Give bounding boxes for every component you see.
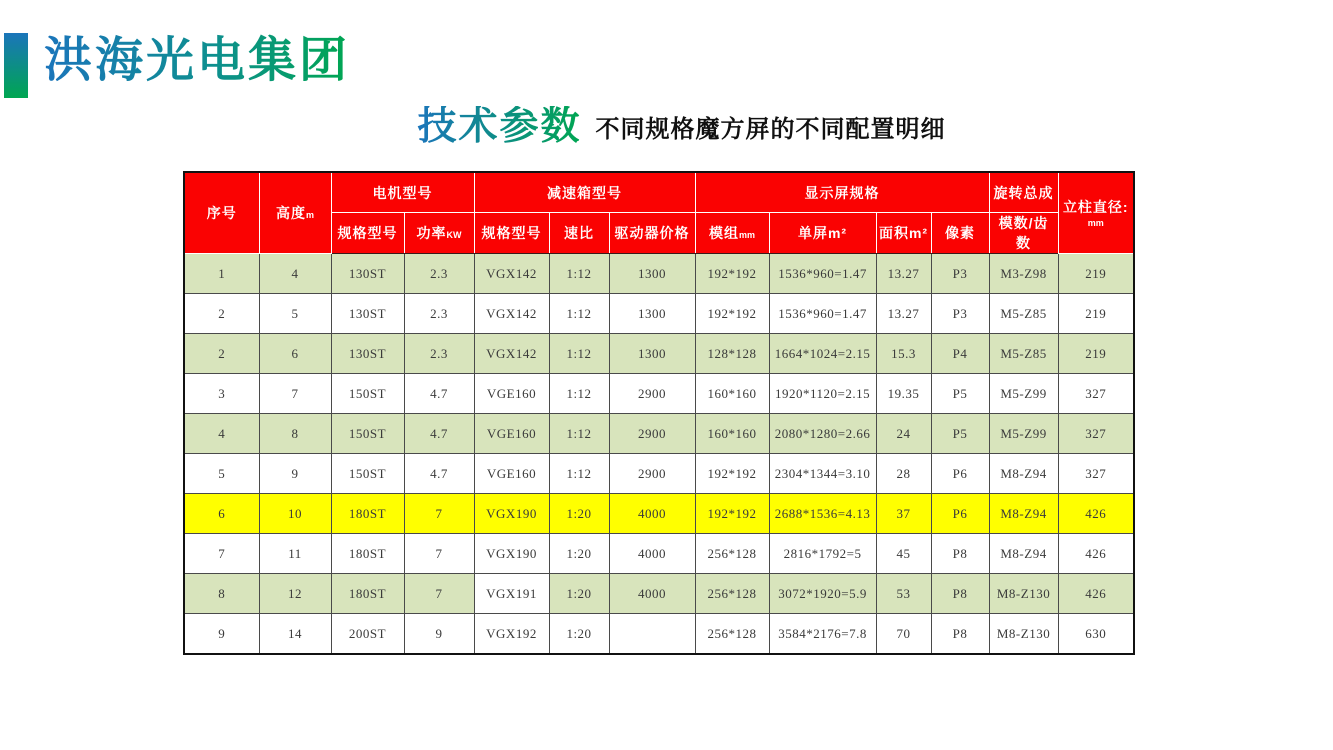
header-serial: 序号 <box>184 172 259 254</box>
table-cell: 256*128 <box>695 614 769 655</box>
table-cell <box>609 614 695 655</box>
table-cell: VGE160 <box>474 454 549 494</box>
table-cell: VGX192 <box>474 614 549 655</box>
table-cell: 130ST <box>331 294 404 334</box>
table-cell: 6 <box>259 334 331 374</box>
header-modulus: 模数/齿数 <box>989 213 1058 254</box>
table-cell: 2080*1280=2.66 <box>769 414 876 454</box>
spec-table <box>183 171 1135 655</box>
table-cell: 256*128 <box>695 574 769 614</box>
table-cell: 4.7 <box>404 454 474 494</box>
table-cell: 4000 <box>609 574 695 614</box>
table-cell: M5-Z99 <box>989 374 1058 414</box>
header-module-label: 模组 <box>709 225 740 241</box>
table-cell: P3 <box>931 254 989 294</box>
table-cell: P8 <box>931 534 989 574</box>
table-cell: 5 <box>259 294 331 334</box>
table-cell: 219 <box>1058 254 1134 294</box>
table-cell: 3584*2176=7.8 <box>769 614 876 655</box>
table-cell: 2.3 <box>404 294 474 334</box>
table-cell: 8 <box>259 414 331 454</box>
table-row <box>184 614 1134 655</box>
header-area: 面积m² <box>876 213 931 254</box>
table-cell: 180ST <box>331 494 404 534</box>
table-row <box>184 294 1134 334</box>
table-cell: 7 <box>404 574 474 614</box>
table-cell: P5 <box>931 414 989 454</box>
table-cell: 1300 <box>609 254 695 294</box>
header-power-unit: KW <box>446 230 462 240</box>
page-subtitle: 不同规格魔方屏的不同配置明细 <box>595 115 946 143</box>
table-cell: 7 <box>184 534 259 574</box>
table-cell: 192*192 <box>695 294 769 334</box>
table-cell: 13.27 <box>876 294 931 334</box>
table-cell: 12 <box>259 574 331 614</box>
table-cell: 327 <box>1058 414 1134 454</box>
page-title: 技术参数 <box>417 105 582 148</box>
table-cell: M3-Z98 <box>989 254 1058 294</box>
table-cell: 1920*1120=2.15 <box>769 374 876 414</box>
table-cell: 1:12 <box>549 334 609 374</box>
table-cell: 192*192 <box>695 254 769 294</box>
table-cell: 4000 <box>609 534 695 574</box>
table-cell: 2900 <box>609 374 695 414</box>
table-cell: 327 <box>1058 374 1134 414</box>
table-cell: M5-Z85 <box>989 334 1058 374</box>
header-gearbox-group: 减速箱型号 <box>474 172 695 213</box>
header-column-diameter-label: 立柱直径: <box>1062 198 1129 215</box>
table-cell: 256*128 <box>695 534 769 574</box>
table-cell: P5 <box>931 374 989 414</box>
header-ratio: 速比 <box>549 213 609 254</box>
table-cell: 200ST <box>331 614 404 655</box>
table-row <box>184 534 1134 574</box>
header-display-group: 显示屏规格 <box>695 172 989 213</box>
table-cell: 1536*960=1.47 <box>769 254 876 294</box>
table-row <box>184 254 1134 294</box>
header-height-unit: m <box>305 210 314 220</box>
table-cell: 1:20 <box>549 574 609 614</box>
table-cell: VGE160 <box>474 414 549 454</box>
table-cell: 13.27 <box>876 254 931 294</box>
table-cell: 160*160 <box>695 414 769 454</box>
header-column-diameter <box>1058 172 1134 254</box>
table-cell: 1:12 <box>549 414 609 454</box>
table-row <box>184 374 1134 414</box>
table-cell: 150ST <box>331 374 404 414</box>
table-cell: 28 <box>876 454 931 494</box>
title-row <box>0 106 1333 149</box>
table-cell: M8-Z130 <box>989 574 1058 614</box>
table-cell: VGX142 <box>474 294 549 334</box>
table-cell: P8 <box>931 574 989 614</box>
table-cell: 15.3 <box>876 334 931 374</box>
table-cell: 37 <box>876 494 931 534</box>
header-power <box>404 213 474 254</box>
table-cell: 4.7 <box>404 374 474 414</box>
table-cell: 4 <box>184 414 259 454</box>
table-row <box>184 494 1134 534</box>
table-cell: 8 <box>184 574 259 614</box>
table-cell: M5-Z85 <box>989 294 1058 334</box>
header-pixel: 像素 <box>931 213 989 254</box>
table-cell: 19.35 <box>876 374 931 414</box>
table-cell: 11 <box>259 534 331 574</box>
table-cell: 2688*1536=4.13 <box>769 494 876 534</box>
table-cell: 2 <box>184 334 259 374</box>
table-cell: M8-Z94 <box>989 494 1058 534</box>
table-cell: P3 <box>931 294 989 334</box>
header-power-label: 功率 <box>416 225 447 241</box>
table-cell: P6 <box>931 454 989 494</box>
table-cell: 630 <box>1058 614 1134 655</box>
table-cell: 1 <box>184 254 259 294</box>
table-cell: 2900 <box>609 454 695 494</box>
header-single-screen: 单屏m² <box>769 213 876 254</box>
table-cell: 1536*960=1.47 <box>769 294 876 334</box>
table-cell: VGX190 <box>474 494 549 534</box>
table-cell: 10 <box>259 494 331 534</box>
table-cell: M8-Z130 <box>989 614 1058 655</box>
table-cell: 160*160 <box>695 374 769 414</box>
table-cell: 1:20 <box>549 534 609 574</box>
table-cell: 2304*1344=3.10 <box>769 454 876 494</box>
header-column-diameter-unit: mm <box>1087 217 1104 228</box>
table-cell: 426 <box>1058 574 1134 614</box>
table-cell: 6 <box>184 494 259 534</box>
table-cell: 24 <box>876 414 931 454</box>
table-cell: 7 <box>259 374 331 414</box>
table-cell: 4.7 <box>404 414 474 454</box>
table-body <box>184 254 1134 655</box>
table-cell: VGE160 <box>474 374 549 414</box>
table-cell: 128*128 <box>695 334 769 374</box>
table-row <box>184 454 1134 494</box>
table-cell: 1:12 <box>549 374 609 414</box>
header-motor-group: 电机型号 <box>331 172 474 213</box>
table-cell: 1:12 <box>549 294 609 334</box>
table-cell: 130ST <box>331 254 404 294</box>
table-cell: 7 <box>404 534 474 574</box>
header-module <box>695 213 769 254</box>
company-logo: 洪海光电集团 <box>44 32 350 90</box>
table-cell: 1:12 <box>549 454 609 494</box>
table-cell: 9 <box>404 614 474 655</box>
table-cell: 53 <box>876 574 931 614</box>
table-row <box>184 334 1134 374</box>
table-cell: 3072*1920=5.9 <box>769 574 876 614</box>
table-cell: 9 <box>259 454 331 494</box>
table-cell: 327 <box>1058 454 1134 494</box>
table-cell: 70 <box>876 614 931 655</box>
table-cell: 5 <box>184 454 259 494</box>
header-row-groups <box>184 172 1134 213</box>
table-cell: 14 <box>259 614 331 655</box>
table-cell: 2.3 <box>404 334 474 374</box>
table-cell: 3 <box>184 374 259 414</box>
header-height <box>259 172 331 254</box>
table-cell: 219 <box>1058 294 1134 334</box>
header-driver-price: 驱动器价格 <box>609 213 695 254</box>
table-cell: M5-Z99 <box>989 414 1058 454</box>
table-cell: 150ST <box>331 414 404 454</box>
table-cell: VGX142 <box>474 334 549 374</box>
table-cell: VGX191 <box>474 574 549 614</box>
table-cell: 2 <box>184 294 259 334</box>
table-cell: 1:20 <box>549 614 609 655</box>
table-cell: 426 <box>1058 494 1134 534</box>
table-cell: 4 <box>259 254 331 294</box>
table-cell: 2900 <box>609 414 695 454</box>
header-module-unit: mm <box>739 230 756 240</box>
table-cell: VGX190 <box>474 534 549 574</box>
table-cell: 7 <box>404 494 474 534</box>
table-cell: 180ST <box>331 574 404 614</box>
table-cell: P4 <box>931 334 989 374</box>
logo-accent-bar <box>4 33 28 98</box>
table-cell: 1300 <box>609 294 695 334</box>
table-cell: 4000 <box>609 494 695 534</box>
table-cell: 2.3 <box>404 254 474 294</box>
table-cell: 426 <box>1058 534 1134 574</box>
header-gearbox-model: 规格型号 <box>474 213 549 254</box>
table-cell: 150ST <box>331 454 404 494</box>
table-row <box>184 574 1134 614</box>
table-cell: M8-Z94 <box>989 454 1058 494</box>
table-header <box>184 172 1134 254</box>
table-cell: 1300 <box>609 334 695 374</box>
table-cell: 219 <box>1058 334 1134 374</box>
table-cell: P6 <box>931 494 989 534</box>
table-row <box>184 414 1134 454</box>
table-cell: 45 <box>876 534 931 574</box>
table-cell: 9 <box>184 614 259 655</box>
table-cell: 180ST <box>331 534 404 574</box>
header-height-label: 高度 <box>275 205 306 221</box>
table-cell: P8 <box>931 614 989 655</box>
table-cell: M8-Z94 <box>989 534 1058 574</box>
header-motor-model: 规格型号 <box>331 213 404 254</box>
table-cell: 2816*1792=5 <box>769 534 876 574</box>
table-cell: VGX142 <box>474 254 549 294</box>
table-cell: 1664*1024=2.15 <box>769 334 876 374</box>
table-cell: 192*192 <box>695 494 769 534</box>
table-cell: 1:12 <box>549 254 609 294</box>
spec-table-container <box>183 171 1135 655</box>
table-cell: 1:20 <box>549 494 609 534</box>
header-rotary-group: 旋转总成 <box>989 172 1058 213</box>
table-cell: 130ST <box>331 334 404 374</box>
table-cell: 192*192 <box>695 454 769 494</box>
